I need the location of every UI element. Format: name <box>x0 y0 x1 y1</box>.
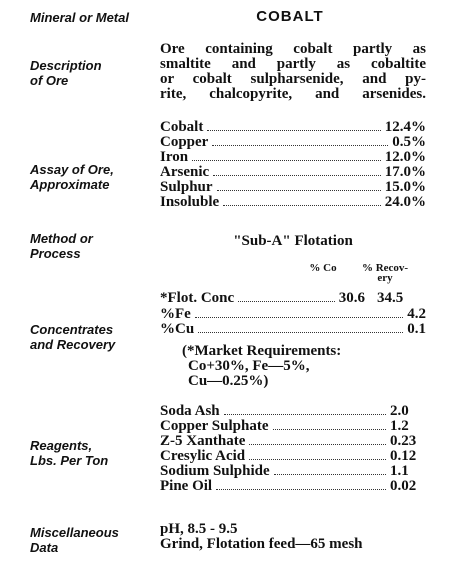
flot-co-value: 30.6 <box>338 290 365 306</box>
reagents-table <box>160 404 426 494</box>
market-note-line: Cu—0.25%) <box>188 373 269 389</box>
market-note-line: (*Market Requirements: <box>182 343 342 359</box>
fe-row <box>160 307 426 322</box>
assay-table <box>160 120 426 210</box>
flot-recovery-value: 34.5 <box>377 290 404 306</box>
description-line: or cobalt sulpharsenide, and py- <box>160 71 426 87</box>
market-note-line: Co+30%, Fe—5%, <box>188 358 310 374</box>
fe-name: %Fe <box>160 306 191 322</box>
reagents-label-line: Lbs. Per Ton <box>30 453 109 468</box>
col-recovery-line: % Recov- <box>361 262 409 274</box>
reagent-row <box>160 449 426 464</box>
col-recovery-line: ery <box>377 272 393 284</box>
method-label-line: Process <box>30 246 81 261</box>
misc-label-line: Miscellaneous <box>30 525 119 540</box>
assay-row <box>160 120 426 135</box>
assay-row <box>160 165 426 180</box>
reagent-name: Pine Oil <box>160 478 213 494</box>
reagent-row <box>160 464 426 479</box>
reagent-value: 1.2 <box>390 418 409 434</box>
assay-name: Iron <box>160 149 189 165</box>
reagent-row <box>160 434 426 449</box>
assay-row <box>160 150 426 165</box>
assay-value: 12.4% <box>384 119 426 135</box>
fe-table <box>160 307 426 337</box>
assay-name: Arsenic <box>160 164 210 180</box>
fe-value: 4.2 <box>407 306 426 322</box>
col-co-header: % Co <box>309 262 337 274</box>
cu-value: 0.1 <box>407 321 426 337</box>
reagent-value: 1.1 <box>390 463 409 479</box>
cu-row <box>160 322 426 337</box>
misc-line: pH, 8.5 - 9.5 <box>160 521 238 537</box>
reagent-value: 0.02 <box>390 478 417 494</box>
method-label <box>30 231 158 261</box>
description-label-line: Description <box>30 58 102 73</box>
description-label <box>30 58 158 88</box>
description-label-line: of Ore <box>30 73 69 88</box>
method-label-line: Method or <box>30 231 93 246</box>
assay-value: 12.0% <box>384 149 426 165</box>
assay-label-line: Assay of Ore, <box>30 162 114 177</box>
assay-name: Copper <box>160 134 209 150</box>
assay-name: Sulphur <box>160 179 213 195</box>
concentrates-label-line: and Recovery <box>30 337 116 352</box>
assay-label <box>30 162 158 192</box>
assay-value: 0.5% <box>392 134 426 150</box>
assay-name: Insoluble <box>160 194 220 210</box>
description-text <box>160 42 426 102</box>
assay-value: 15.0% <box>384 179 426 195</box>
reagent-row <box>160 479 426 494</box>
mineral-or-metal-label: Mineral or Metal <box>30 10 129 25</box>
description-line: smaltite and partly as cobaltite <box>160 56 426 72</box>
reagent-value: 0.23 <box>390 433 417 449</box>
reagent-name: Cresylic Acid <box>160 448 246 464</box>
assay-row <box>160 135 426 150</box>
concentrates-label-line: Concentrates <box>30 322 114 337</box>
misc-text <box>160 522 426 552</box>
cu-name: %Cu <box>160 321 195 337</box>
concentrates-label <box>30 322 158 352</box>
misc-label <box>30 525 158 555</box>
reagents-label <box>30 438 158 468</box>
assay-row <box>160 180 426 195</box>
description-line: rite, chalcopyrite, and arsenides. <box>160 86 426 102</box>
assay-name: Cobalt <box>160 119 204 135</box>
flot-row <box>160 291 365 306</box>
market-note <box>182 344 402 389</box>
col-recovery-header <box>360 263 410 283</box>
method-value: "Sub-A" Flotation <box>233 233 353 249</box>
reagent-name: Soda Ash <box>160 403 220 419</box>
misc-line: Grind, Flotation feed—65 mesh <box>160 536 363 552</box>
assay-label-line: Approximate <box>30 177 110 192</box>
reagent-name: Sodium Sulphide <box>160 463 270 479</box>
reagent-row <box>160 404 426 419</box>
assay-value: 17.0% <box>384 164 426 180</box>
reagent-name: Copper Sulphate <box>160 418 269 434</box>
reagent-name: Z-5 Xanthate <box>160 433 246 449</box>
assay-value: 24.0% <box>384 194 426 210</box>
reagents-label-line: Reagents, <box>30 438 93 453</box>
description-line: Ore containing cobalt partly as <box>160 41 426 57</box>
reagent-value: 0.12 <box>390 448 417 464</box>
page-title: COBALT <box>256 8 324 25</box>
flot-name: *Flot. Conc <box>160 290 235 306</box>
misc-label-line: Data <box>30 540 59 555</box>
assay-row <box>160 195 426 210</box>
reagent-value: 2.0 <box>390 403 409 419</box>
reagent-row <box>160 419 426 434</box>
